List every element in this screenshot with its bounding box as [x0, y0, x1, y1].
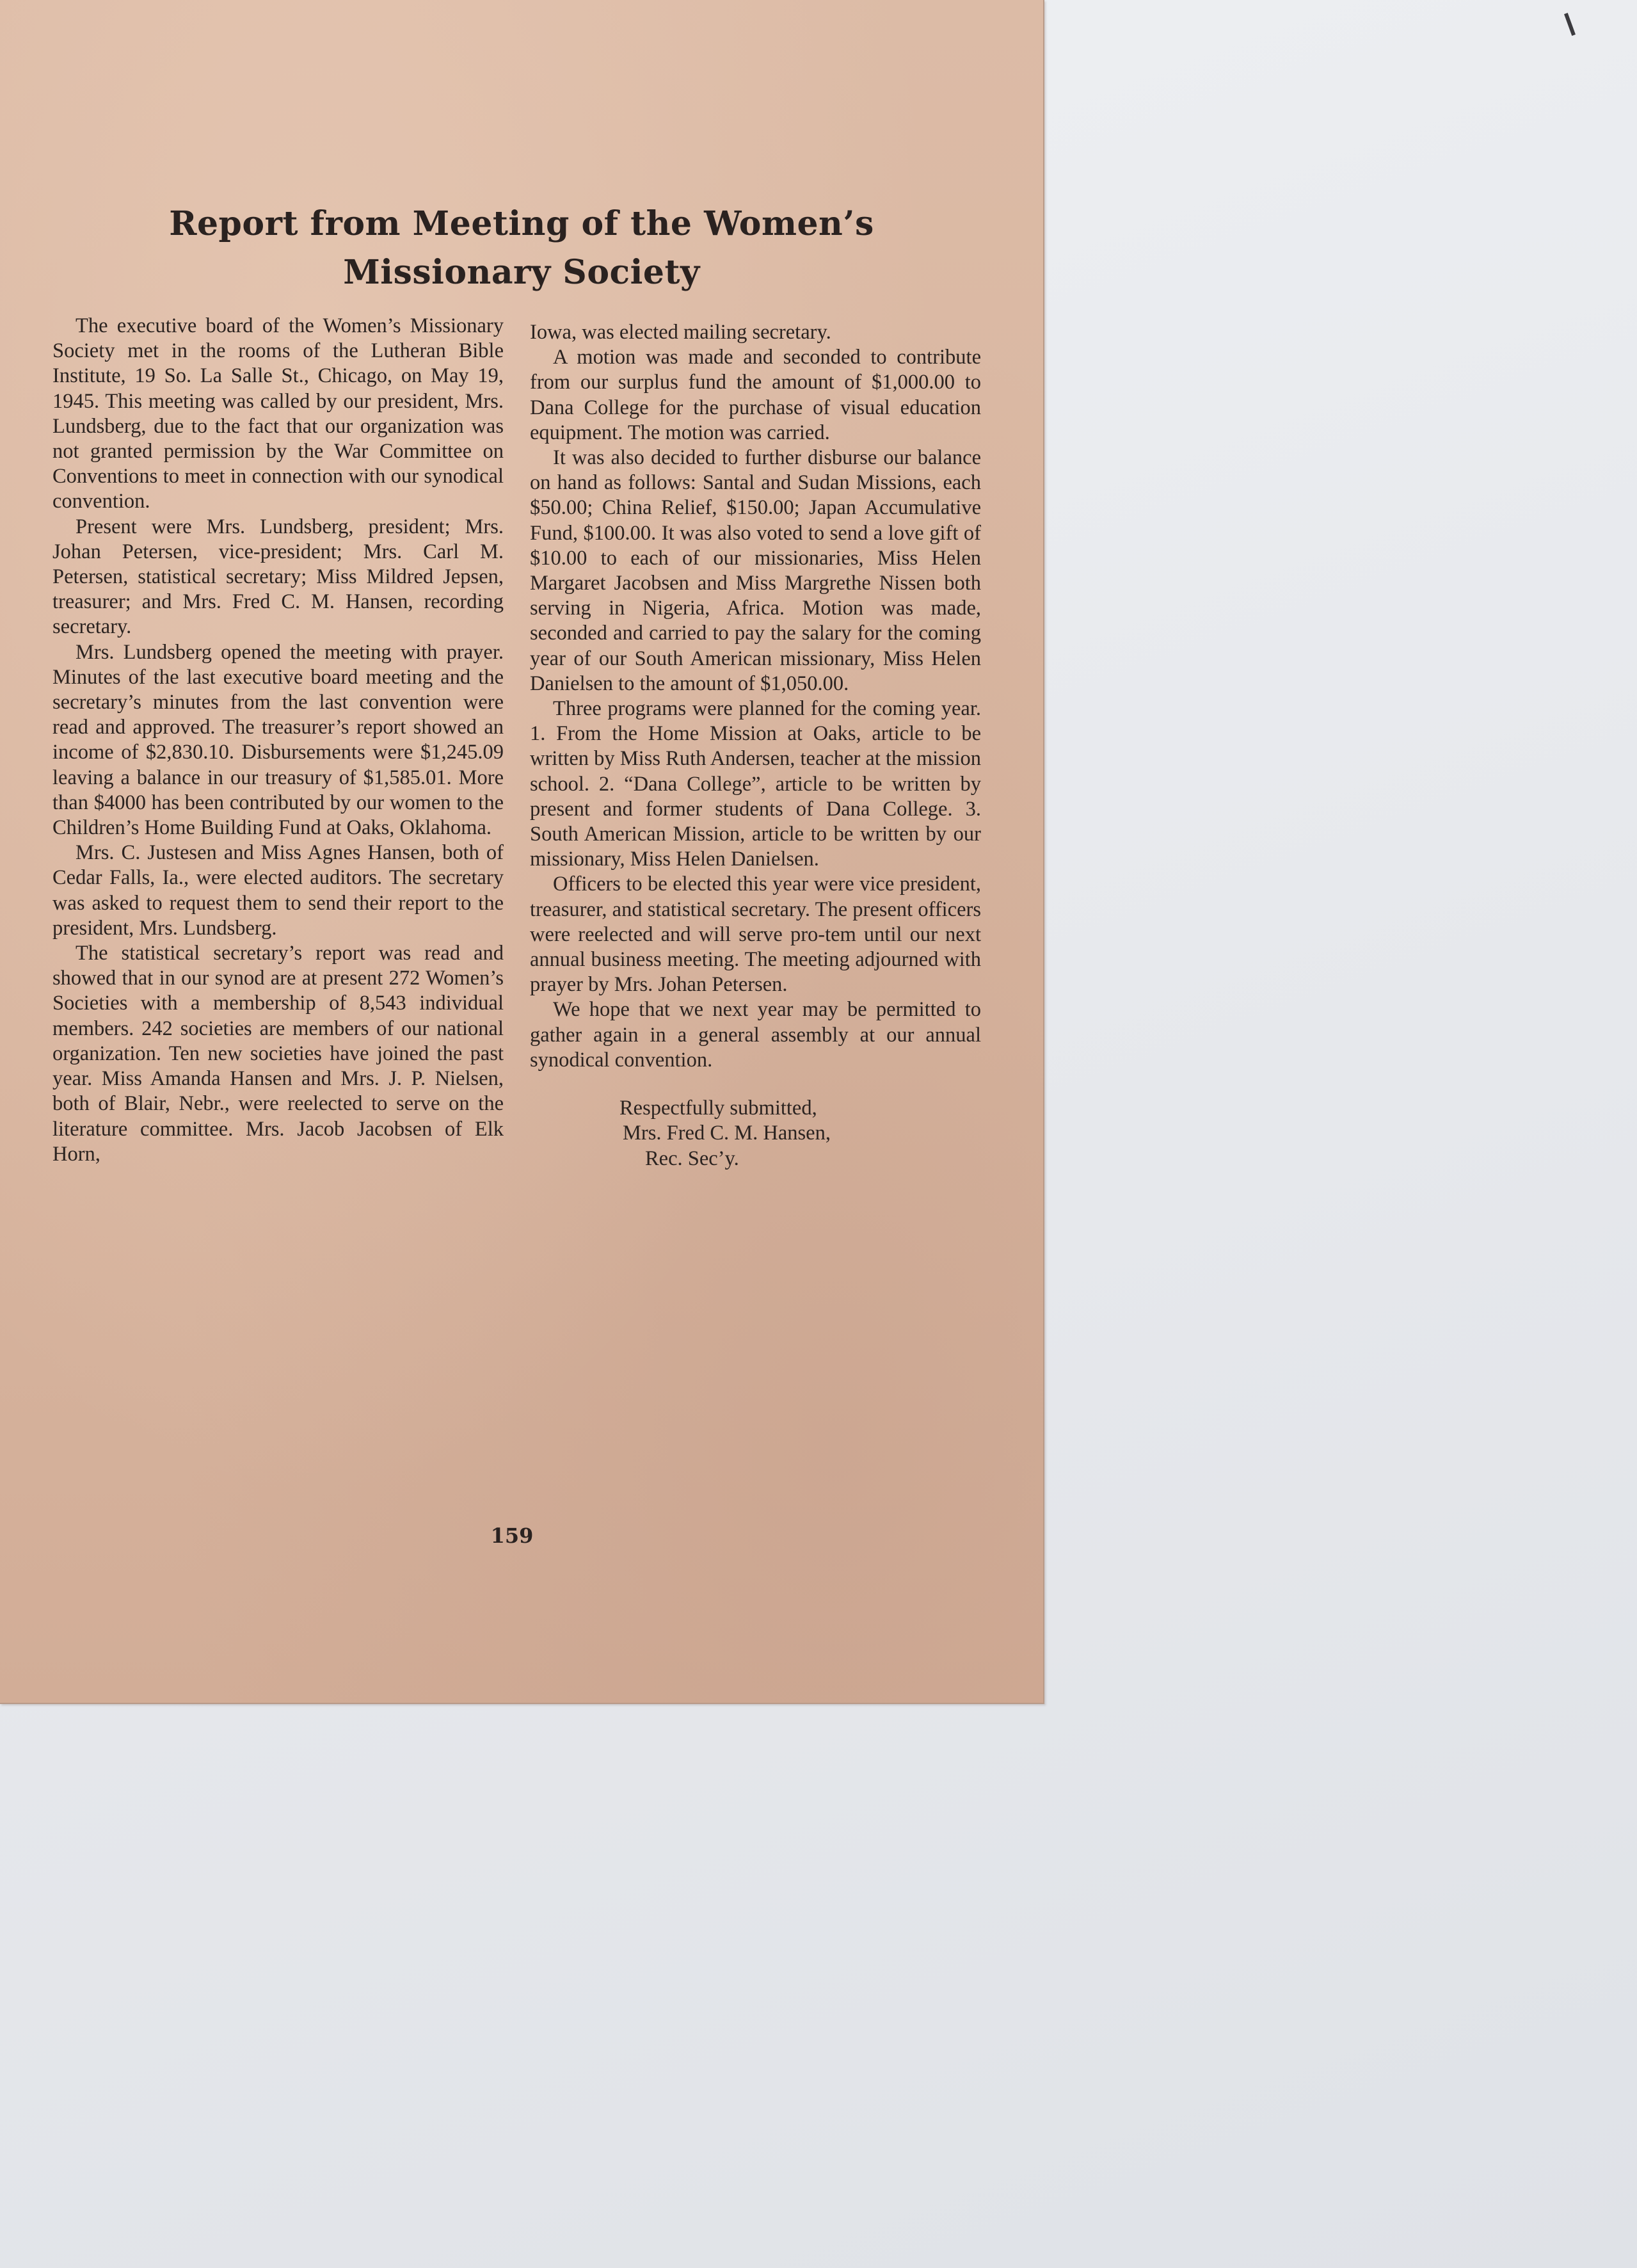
signature-role: Rec. Sec’y. — [645, 1146, 739, 1170]
paragraph-left-2: Present were Mrs. Lundsberg, president; Mrs. Johan Petersen, vice-president; Mrs. Carl M. Petersen, statistical secretary; Miss Mildred Jepsen, treasurer; and Mrs. Fred C. M. Hansen, recording secretary. — [52, 515, 504, 639]
paragraph-right-3: Three programs were planned for the coming year. 1. From the Home Mission at Oaks, article to be written by Miss Ruth Andersen, teacher at the mission school. 2. “Dana College”, article to be written by present and former students of Dana College. 3. South American Mission, article to be written by our missionary, Miss Helen Danielsen. — [530, 697, 981, 871]
paragraph-right-5: We hope that we next year may be permitted to gather again in a general assembly at our annual synodical convention. — [530, 998, 981, 1072]
signature-closing: Respectfully submitted, — [619, 1097, 817, 1120]
title-line-1: Report from Meeting of the Women’s — [169, 204, 874, 243]
signature-block — [530, 1096, 981, 1171]
paragraph-right-1: A motion was made and seconded to contribute from our surplus fund the amount of $1,000.00 to Dana College for the purchase of visual education equipment. The motion was carried. — [530, 346, 981, 444]
signature-name: Mrs. Fred C. M. Hansen, — [623, 1122, 831, 1145]
left-column — [52, 314, 504, 1167]
paragraph-right-2: It was also decided to further disburse our balance on hand as follows: Santal and Sudan Missions, each $50.00; China Relief, $150.00; Japan Accumulative Fund, $100.00. It was also voted to send a love gift of $10.00 to each of our missionaries, Miss Helen Margaret Jacobsen and Miss Margrethe Nissen both serving in Nigeria, Africa. Motion was made, seconded and carried to pay the salary for the coming year of our South American missionary, Miss Helen Danielsen to the amount of $1,050.00. — [530, 446, 981, 695]
paragraph-left-4: Mrs. C. Justesen and Miss Agnes Hansen, both of Cedar Falls, Ia., were elected auditors. The secretary was asked to request them to send their report to the president, Mrs. Lundsberg. — [52, 841, 504, 940]
paragraph-right-continuation: Iowa, was elected mailing secretary. — [530, 321, 831, 344]
document-page — [0, 0, 1044, 1704]
paragraph-left-1: The executive board of the Women’s Missionary Society met in the rooms of the Lutheran Bible Institute, 19 So. La Salle St., Chicago, on May 19, 1945. This meeting was called by our president, Mrs. Lundsberg, due to the fact that our organization was not granted permission by the War Committee on Conventions to meet in connection with our synodical convention. — [52, 314, 504, 513]
title-line-2: Missionary Society — [343, 253, 700, 292]
right-column — [530, 320, 981, 1171]
page-title — [90, 200, 954, 297]
paragraph-right-4: Officers to be elected this year were vice president, treasurer, and statistical secretary. The present officers were reelected and will serve pro-tem until our next annual business meeting. The meeting adjourned with prayer by Mrs. Johan Petersen. — [530, 873, 981, 997]
paragraph-left-3: Mrs. Lundsberg opened the meeting with prayer. Minutes of the last executive board meeting and the secretary’s minutes from the last convention were read and approved. The treasurer’s report showed an income of $2,830.10. Disbursements were $1,245.09 leaving a balance in our treasury of $1,585.01. More than $4000 has been contributed by our women to the Children’s Home Building Fund at Oaks, Oklahoma. — [52, 640, 504, 840]
page-number: 159 — [490, 1524, 534, 1548]
paragraph-left-5: The statistical secretary’s report was read and showed that in our synod are at present 272 Women’s Societies with a membership of 8,543 individual members. 242 societies are members of our national organization. Ten new societies have joined the past year. Miss Amanda Hansen and Mrs. J. P. Nielsen, both of Blair, Nebr., were reelected to serve on the literature committee. Mrs. Jacob Jacobsen of Elk Horn, — [52, 942, 504, 1166]
